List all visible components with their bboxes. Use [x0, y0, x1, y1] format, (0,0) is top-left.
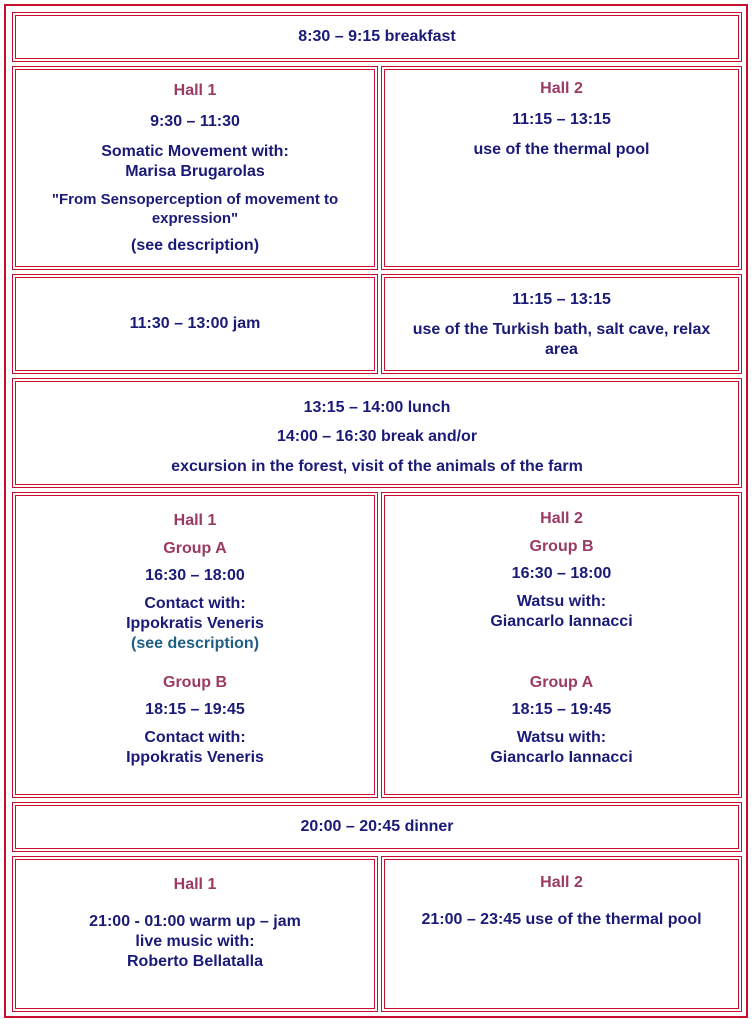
dinner-text: 20:00 – 20:45 dinner	[300, 818, 454, 835]
session-title: Somatic Movement with:	[101, 143, 289, 160]
dinner-cell	[12, 802, 742, 852]
session-activity-line2: area	[545, 341, 578, 358]
session-title: Watsu with:	[516, 593, 607, 610]
session-time: 11:15 – 13:15	[512, 291, 611, 308]
afternoon-hall1-cell	[12, 492, 378, 798]
session-title: Contact with:	[144, 595, 246, 612]
afternoon-hall2-cell	[381, 492, 742, 798]
turkish-bath-cell	[381, 274, 742, 374]
session-teacher: Giancarlo Iannacci	[490, 613, 633, 630]
session-title: Watsu with:	[516, 729, 607, 746]
evening-hall1-cell	[12, 856, 378, 1012]
group-label: Group B	[163, 674, 227, 691]
break-text: 14:00 – 16:30 break and/or	[276, 428, 478, 445]
morning-hall1-cell	[12, 66, 378, 270]
evening-session-activity: 21:00 – 23:45 use of the thermal pool	[421, 911, 702, 928]
see-description-link[interactable]: (see description)	[130, 635, 260, 652]
session-teacher: Ippokratis Veneris	[126, 615, 264, 632]
breakfast-cell	[12, 12, 742, 62]
session-teacher: Giancarlo Iannacci	[490, 749, 633, 766]
hall-label: Hall 2	[540, 80, 583, 97]
session-quote-line1: "From Sensoperception of movement to	[51, 191, 339, 208]
session-teacher: Marisa Brugarolas	[125, 163, 265, 180]
hall-label: Hall 1	[173, 82, 217, 99]
evening-session-line3: Roberto Bellatalla	[126, 953, 264, 970]
session-teacher: Ippokratis Veneris	[126, 749, 264, 766]
session-activity-line1: use of the Turkish bath, salt cave, relax	[412, 321, 711, 338]
excursion-text: excursion in the forest, visit of the animals of the farm	[171, 458, 583, 475]
hall-label: Hall 1	[173, 512, 217, 529]
session-time: 9:30 – 11:30	[150, 113, 240, 130]
session-activity: use of the thermal pool	[473, 141, 650, 158]
session-time: 16:30 – 18:00	[145, 567, 245, 584]
evening-session-line2: live music with:	[135, 933, 255, 950]
breakfast-text: 8:30 – 9:15 breakfast	[298, 28, 456, 45]
see-description-link[interactable]: (see description)	[130, 237, 260, 254]
session-quote-line2: expression"	[151, 210, 239, 227]
lunch-cell	[12, 378, 742, 488]
session-time: 11:15 – 13:15	[512, 111, 611, 128]
evening-hall2-cell	[381, 856, 742, 1012]
hall-label: Hall 1	[173, 876, 217, 893]
session-title: Contact with:	[144, 729, 246, 746]
group-label: Group A	[529, 674, 594, 691]
jam-cell	[12, 274, 378, 374]
hall-label: Hall 2	[540, 510, 583, 527]
group-label: Group A	[163, 540, 227, 557]
lunch-text: 13:15 – 14:00 lunch	[303, 399, 451, 416]
group-label: Group B	[529, 538, 594, 555]
session-time: 18:15 – 19:45	[145, 701, 245, 718]
session-time: 16:30 – 18:00	[511, 565, 612, 582]
hall-label: Hall 2	[540, 874, 583, 891]
session-time: 18:15 – 19:45	[511, 701, 612, 718]
morning-hall2-cell	[381, 66, 742, 270]
jam-text: 11:30 – 13:00 jam	[129, 315, 261, 332]
evening-session-line1: 21:00 - 01:00 warm up – jam	[89, 913, 301, 930]
